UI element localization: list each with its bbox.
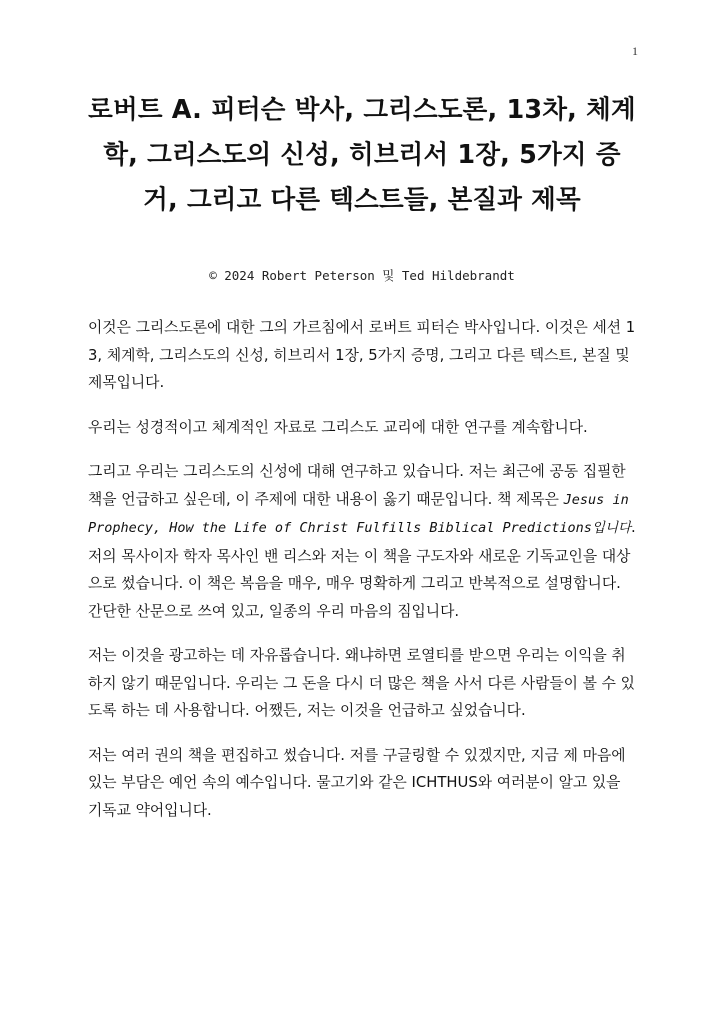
paragraph-books-edited: 저는 여러 권의 책을 편집하고 썼습니다. 저를 구글링할 수 있겠지만, 지금 제 마음에 있는 부담은 예언 속의 예수입니다. 물고기와 같은 ICHTHUS와 여러분이 알고 있을 기독교 약어입니다. xyxy=(88,746,626,819)
copyright-line: © 2024 Robert Peterson 및 Ted Hildebrandt xyxy=(209,268,515,283)
page-number: 1 xyxy=(632,44,638,58)
paragraph-intro: 이것은 그리스도론에 대한 그의 가르침에서 로버트 피터슨 박사입니다. 이것은 세션 13, 체계학, 그리스도의 신성, 히브리서 1장, 5가지 증명, 그리고 다른 텍스트, 본질 및 제목입니다. xyxy=(88,319,636,391)
document-body xyxy=(88,314,638,841)
paragraph-book-before: 그리고 우리는 그리스도의 신성에 대해 연구하고 있습니다. 저는 최근에 공동 집필한 책을 언급하고 싶은데, 이 주제에 대한 내용이 옳기 때문입니다. 책 제목은 xyxy=(88,463,626,508)
paragraph-continue: 우리는 성경적이고 체계적인 자료로 그리스도 교리에 대한 연구를 계속합니다. xyxy=(88,418,588,436)
book-title: Jesus in Prophecy, How the Life of Christ Fulfills Biblical Predictions입니다 xyxy=(88,491,632,536)
paragraph-book-mention xyxy=(88,458,638,625)
document-title: 로버트 A. 피터슨 박사, 그리스도론, 13차, 체계학, 그리스도의 신성, 히브리서 1장, 5가지 증거, 그리고 다른 텍스트들, 본질과 제목 xyxy=(88,95,636,215)
paragraph-book-after: . 저의 목사이자 학자 목사인 밴 리스와 저는 이 책을 구도자와 새로운 기독교인을 대상으로 썼습니다. 이 책은 복음을 매우, 매우 명확하게 그리고 반복적으로 설명합니다. 간단한 산문으로 쓰여 있고, 일종의 우리 마음의 짐입니다. xyxy=(88,519,636,620)
paragraph-advertising: 저는 이것을 광고하는 데 자유롭습니다. 왜냐하면 로열티를 받으면 우리는 이익을 취하지 않기 때문입니다. 우리는 그 돈을 다시 더 많은 책을 사서 다른 사람들이 볼 수 있도록 하는 데 사용합니다. 어쨌든, 저는 이것을 언급하고 싶었습니다. xyxy=(88,647,635,719)
